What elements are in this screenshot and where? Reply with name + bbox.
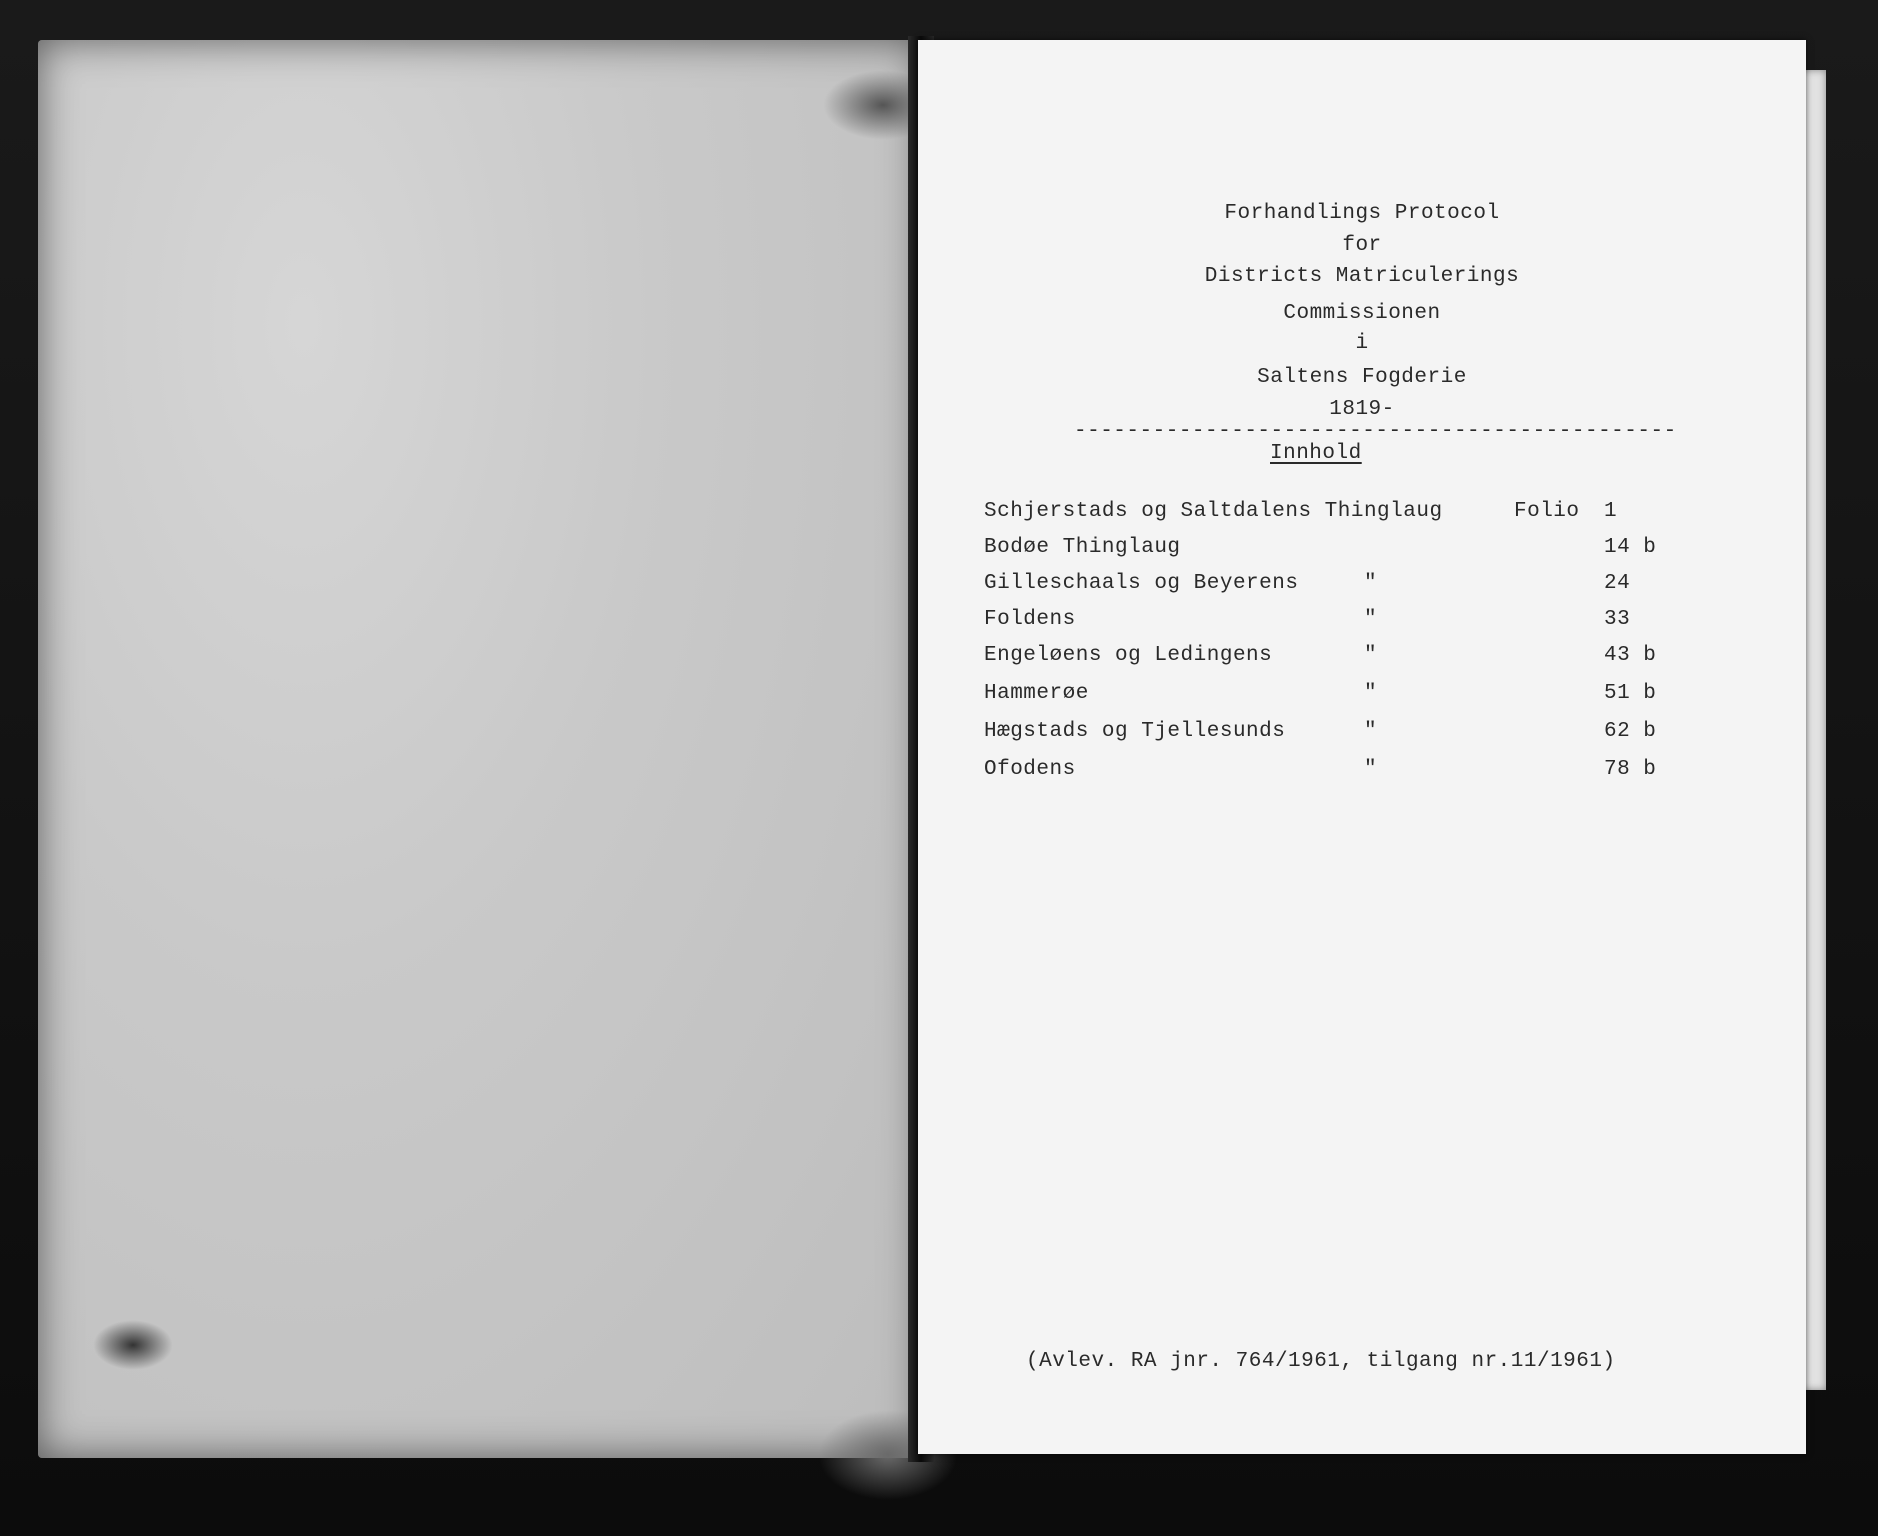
toc-entry-folio: 78 b bbox=[1604, 758, 1657, 781]
toc-row bbox=[984, 682, 1704, 712]
toc-row bbox=[984, 608, 1704, 638]
ditto-mark: " bbox=[1364, 720, 1378, 743]
ditto-mark: " bbox=[1364, 644, 1378, 667]
toc-entry-folio: 14 b bbox=[1604, 536, 1657, 559]
separator-line: ---------------------------------------------- bbox=[1074, 420, 1677, 443]
toc-entry-folio: 33 bbox=[1604, 608, 1631, 631]
ditto-mark: " bbox=[1364, 608, 1378, 631]
contents-heading: Innhold bbox=[1270, 442, 1362, 465]
title-line: Saltens Fogderie bbox=[1257, 366, 1467, 389]
toc-entry-name: Foldens bbox=[984, 608, 1076, 631]
toc-row bbox=[984, 758, 1704, 788]
archive-note: (Avlev. RA jnr. 764/1961, tilgang nr.11/1961) bbox=[1026, 1350, 1616, 1373]
title-line: 1819- bbox=[1329, 398, 1395, 421]
toc-row bbox=[984, 572, 1704, 602]
title-line: i bbox=[1355, 332, 1369, 355]
toc-entry-folio: 43 b bbox=[1604, 644, 1657, 667]
ditto-mark: " bbox=[1364, 758, 1378, 781]
toc-entry-name: Hammerøe bbox=[984, 682, 1089, 705]
toc-entry-folio: 24 bbox=[1604, 572, 1631, 595]
toc-row bbox=[984, 644, 1704, 674]
folio-label: Folio bbox=[1514, 500, 1580, 523]
toc-entry-folio: 1 bbox=[1604, 500, 1618, 523]
cover-blot bbox=[93, 1320, 173, 1370]
left-cover-board bbox=[38, 40, 922, 1458]
toc-entry-name: Schjerstads og Saltdalens Thinglaug bbox=[984, 500, 1443, 523]
ditto-mark: " bbox=[1364, 682, 1378, 705]
title-line: Forhandlings Protocol bbox=[1224, 202, 1500, 225]
toc-entry-folio: 62 b bbox=[1604, 720, 1657, 743]
title-line: Districts Matriculerings bbox=[1204, 265, 1520, 288]
toc-entry-folio: 51 b bbox=[1604, 682, 1657, 705]
toc-entry-name: Gilleschaals og Beyerens bbox=[984, 572, 1299, 595]
ditto-mark: " bbox=[1364, 572, 1378, 595]
title-line: for bbox=[1342, 234, 1382, 257]
toc-entry-name: Hægstads og Tjellesunds bbox=[984, 720, 1286, 743]
toc-row bbox=[984, 720, 1704, 750]
toc-row bbox=[984, 536, 1704, 566]
title-line: Commissionen bbox=[1283, 302, 1441, 325]
toc-row bbox=[984, 500, 1704, 530]
toc-entry-name: Engeløens og Ledingens bbox=[984, 644, 1273, 667]
toc-entry-name: Ofodens bbox=[984, 758, 1076, 781]
title-page bbox=[918, 40, 1806, 1454]
toc-entry-name: Bodøe Thinglaug bbox=[984, 536, 1181, 559]
